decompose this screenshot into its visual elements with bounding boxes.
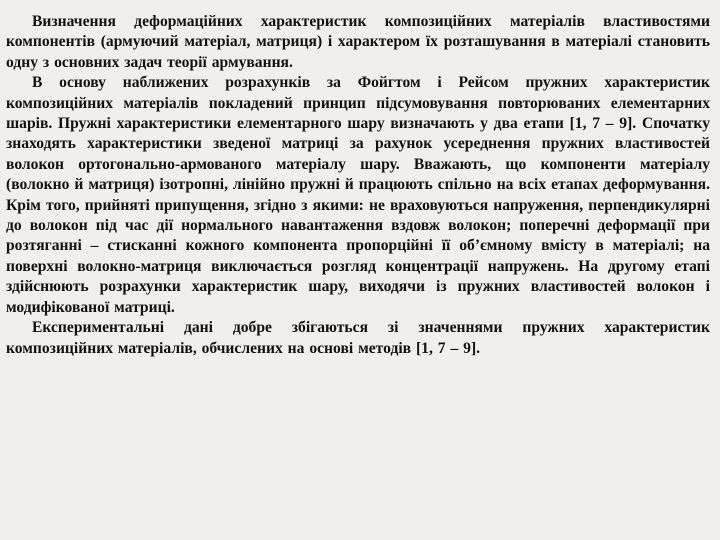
paragraph-voigt-reuss: В основу наближених розрахунків за Фойгтом і Рейсом пружних характеристик композиційних матеріалів покладений принцип підсумовування повторюваних елементарних шарів. Пружні характеристики елементарного шару визначають у два етапи [1, 7 – 9]. Спочатку знаходять характеристики зведеної матриці за рахунок усереднення пружних властивостей волокон ортогонально-армованого матеріалу шару. Вважають, що компоненти матеріалу (волокно й матриця) ізотропні, лінійно пружні й працюють спільно на всіх етапах деформування. Крім того, прийняті припущення, згідно з якими: не враховуються напруження, перпендикулярні до волокон під час дії нормального навантаження вздовж волокон; поперечні деформації при розтяганні – стисканні кожного компонента пропорційні її об’ємному вмісту в матеріалі; на поверхні волокно-матриця виключається розгляд концентрації напружень. На другому етапі здійснюють розрахунки характеристик шару, виходячи із пружних властивостей волокон і модифікованої матриці.: [6, 74, 710, 316]
paragraph-experimental: Експериментальні дані добре збігаються зі значеннями пружних характеристик композиційних матеріалів, обчислених на основі методів [1, 7 – 9].: [6, 319, 710, 357]
paragraph-intro: Визначення деформаційних характеристик композиційних матеріалів властивостями компонентів (армуючий матеріал, матриця) і характером їх розташування в матеріалі становить одну з основних задач теорії армування.: [6, 13, 710, 71]
document-page: [6, 12, 710, 359]
